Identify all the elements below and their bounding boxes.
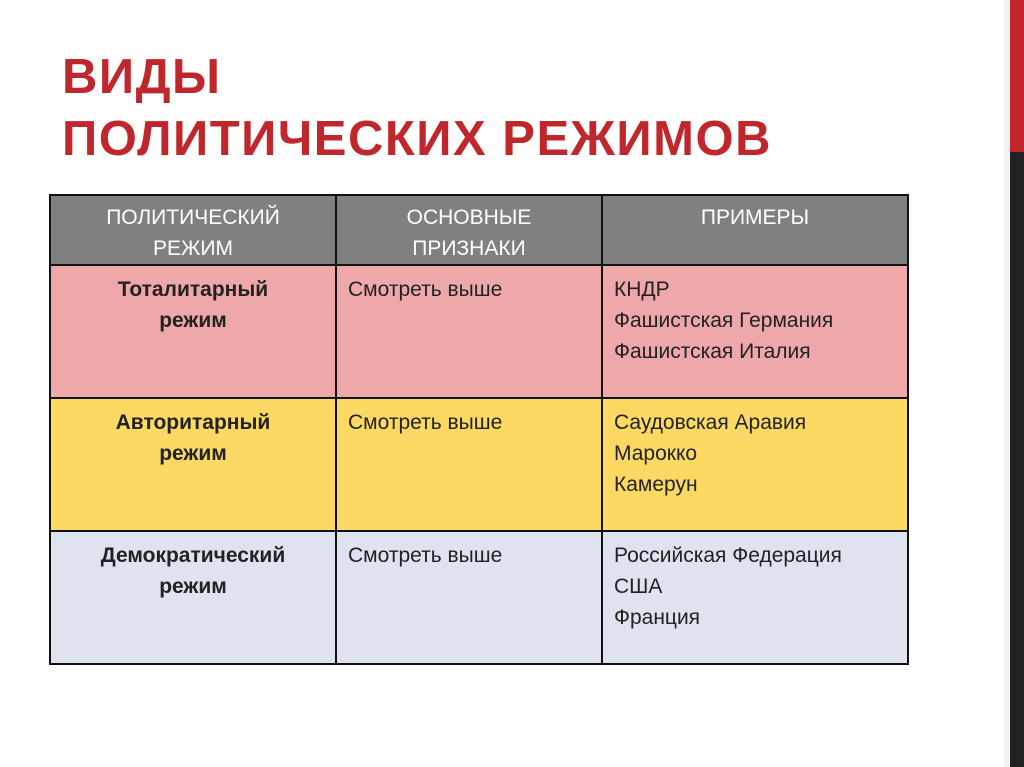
- regime-name-cell: [50, 398, 336, 531]
- example-item: Марокко: [614, 442, 698, 465]
- features-text: Смотреть выше: [348, 544, 503, 567]
- example-item: Саудовская Аравия: [614, 411, 807, 434]
- examples-cell: [602, 265, 908, 398]
- example-item: Камерун: [614, 473, 698, 496]
- decoration-dark-stripe: [1010, 152, 1024, 767]
- table-row: [50, 531, 908, 664]
- regime-name-line-1: Демократический: [100, 544, 286, 567]
- regime-name-cell: [50, 531, 336, 664]
- table-row: [50, 398, 908, 531]
- header-regime: [50, 195, 336, 265]
- header-features: [336, 195, 602, 265]
- examples-cell: [602, 531, 908, 664]
- header-examples-line-1: ПРИМЕРЫ: [700, 206, 810, 229]
- regime-name-line-2: режим: [159, 442, 227, 465]
- example-item: Франция: [614, 606, 701, 629]
- slide-title-line-2: ПОЛИТИЧЕСКИХ РЕЖИМОВ: [62, 112, 772, 166]
- regime-name-line-2: режим: [159, 575, 227, 598]
- examples-cell: [602, 398, 908, 531]
- features-cell: [336, 265, 602, 398]
- regime-name-cell: [50, 265, 336, 398]
- decoration-red-stripe: [1010, 0, 1024, 152]
- table-row: [50, 265, 908, 398]
- regime-name-line-1: Тоталитарный: [117, 278, 269, 301]
- regime-name-line-1: Авторитарный: [115, 411, 271, 434]
- features-cell: [336, 398, 602, 531]
- example-item: Фашистская Германия: [614, 309, 834, 332]
- header-regime-line-1: ПОЛИТИЧЕСКИЙ: [106, 206, 280, 229]
- regime-name-line-2: режим: [159, 309, 227, 332]
- slide-title-line-1: ВИДЫ: [62, 50, 222, 104]
- features-text: Смотреть выше: [348, 278, 503, 301]
- table-header-row: [50, 195, 908, 265]
- features-cell: [336, 531, 602, 664]
- example-item: США: [614, 575, 663, 598]
- header-features-line-2: ПРИЗНАКИ: [412, 237, 526, 260]
- example-item: Российская Федерация: [614, 544, 842, 567]
- regimes-table: [49, 194, 909, 665]
- example-item: КНДР: [614, 278, 670, 301]
- example-item: Фашистская Италия: [614, 340, 811, 363]
- header-regime-line-2: РЕЖИМ: [153, 237, 233, 260]
- slide-decoration-bar: [1010, 0, 1024, 767]
- header-features-line-1: ОСНОВНЫЕ: [406, 206, 532, 229]
- header-examples: [602, 195, 908, 265]
- features-text: Смотреть выше: [348, 411, 503, 434]
- slide-title: [62, 46, 772, 170]
